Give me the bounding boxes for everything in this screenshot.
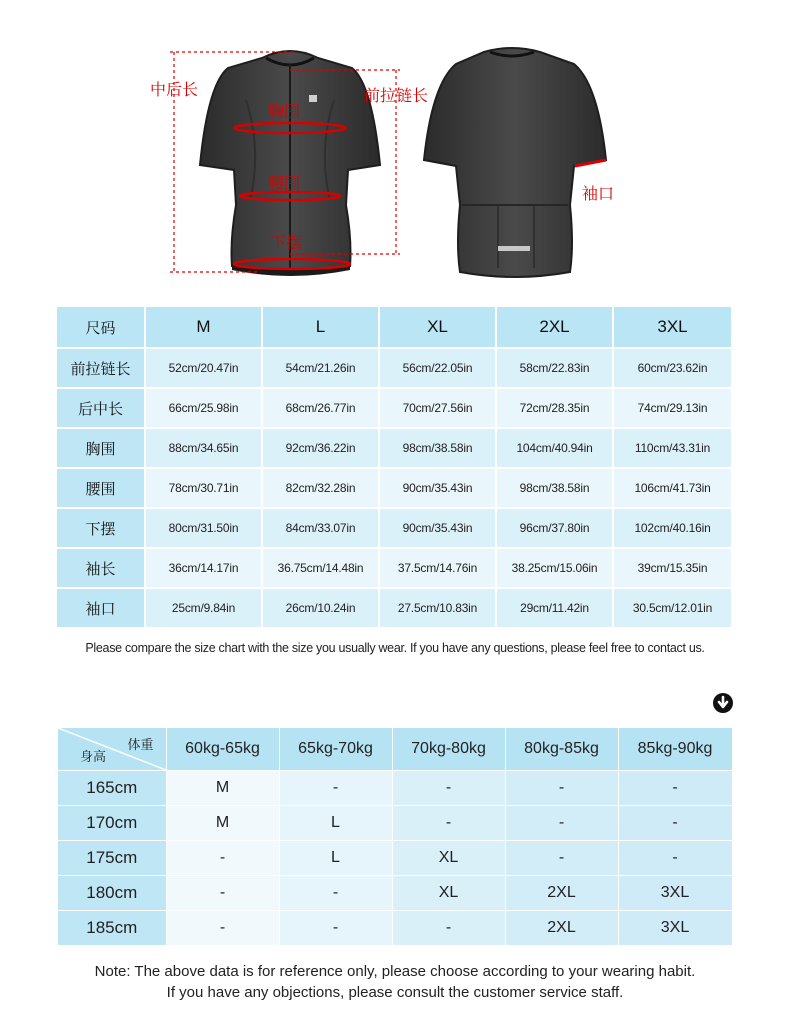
corner-weight-label: 体重 bbox=[127, 738, 154, 753]
table-cell: L bbox=[279, 805, 392, 840]
table-cell: 110cm/43.31in bbox=[613, 428, 732, 468]
jersey-illustration bbox=[0, 0, 790, 290]
size-header: 2XL bbox=[496, 307, 613, 348]
table-cell: 30.5cm/12.01in bbox=[613, 588, 732, 628]
row-label: 下摆 bbox=[57, 508, 145, 548]
arrow-down-circle-icon[interactable] bbox=[713, 693, 733, 713]
table-cell: 92cm/36.22in bbox=[262, 428, 379, 468]
disclaimer-note bbox=[0, 961, 790, 1003]
table-cell: 102cm/40.16in bbox=[613, 508, 732, 548]
table-cell: - bbox=[279, 910, 392, 945]
height-label: 180cm bbox=[58, 875, 166, 910]
disclaimer-line-2: If you have any objections, please consult the customer service staff. bbox=[166, 984, 624, 1001]
table-cell: 98cm/38.58in bbox=[379, 428, 496, 468]
table-cell: - bbox=[392, 805, 505, 840]
table-cell: 84cm/33.07in bbox=[262, 508, 379, 548]
table-cell: 36.75cm/14.48in bbox=[262, 548, 379, 588]
label-waist: 腰围 bbox=[268, 174, 301, 193]
table-cell: 37.5cm/14.76in bbox=[379, 548, 496, 588]
size-chart-corner: 尺码 bbox=[57, 307, 145, 348]
table-row bbox=[58, 840, 732, 875]
table-cell: 3XL bbox=[618, 910, 732, 945]
table-cell: 82cm/32.28in bbox=[262, 468, 379, 508]
table-cell: 90cm/35.43in bbox=[379, 508, 496, 548]
jersey-drawing bbox=[0, 0, 790, 290]
table-cell: 74cm/29.13in bbox=[613, 388, 732, 428]
table-cell: XL bbox=[392, 840, 505, 875]
table-cell: 58cm/22.83in bbox=[496, 348, 613, 388]
table-row bbox=[58, 805, 732, 840]
table-cell: 3XL bbox=[618, 875, 732, 910]
height-label: 165cm bbox=[58, 770, 166, 805]
table-cell: - bbox=[618, 770, 732, 805]
table-corner bbox=[58, 728, 166, 770]
table-cell: 90cm/35.43in bbox=[379, 468, 496, 508]
table-row bbox=[57, 428, 732, 468]
row-label: 袖长 bbox=[57, 548, 145, 588]
table-cell: 36cm/14.17in bbox=[145, 548, 262, 588]
table-row bbox=[57, 548, 732, 588]
label-hem: 下摆 bbox=[270, 233, 303, 252]
size-chart-table bbox=[57, 307, 733, 629]
weight-header: 70kg-80kg bbox=[392, 728, 505, 770]
height-label: 175cm bbox=[58, 840, 166, 875]
size-header: XL bbox=[379, 307, 496, 348]
table-cell: 80cm/31.50in bbox=[145, 508, 262, 548]
table-cell: - bbox=[166, 840, 279, 875]
table-cell: 88cm/34.65in bbox=[145, 428, 262, 468]
table-cell: - bbox=[505, 840, 618, 875]
table-cell: 78cm/30.71in bbox=[145, 468, 262, 508]
back-jersey bbox=[424, 48, 606, 277]
table-cell: 98cm/38.58in bbox=[496, 468, 613, 508]
table-cell: XL bbox=[392, 875, 505, 910]
size-chart-note: Please compare the size chart with the size you usually wear. If you have any questions, please feel free to contact us. bbox=[85, 641, 705, 655]
corner-height-label: 身高 bbox=[80, 749, 107, 765]
height-label: 185cm bbox=[58, 910, 166, 945]
table-cell: 27.5cm/10.83in bbox=[379, 588, 496, 628]
weight-header: 60kg-65kg bbox=[166, 728, 279, 770]
table-cell: - bbox=[166, 875, 279, 910]
table-cell: - bbox=[392, 910, 505, 945]
table-row bbox=[57, 508, 732, 548]
table-cell: - bbox=[392, 770, 505, 805]
table-cell: 2XL bbox=[505, 875, 618, 910]
table-row bbox=[58, 875, 732, 910]
label-center-back-length: 中后长 bbox=[150, 80, 199, 99]
row-label: 胸围 bbox=[57, 428, 145, 468]
height-label: 170cm bbox=[58, 805, 166, 840]
table-cell: 70cm/27.56in bbox=[379, 388, 496, 428]
table-cell: 106cm/41.73in bbox=[613, 468, 732, 508]
disclaimer-line-1: Note: The above data is for reference only, please choose according to your wearing habit. bbox=[94, 963, 696, 980]
table-cell: - bbox=[505, 805, 618, 840]
size-header: L bbox=[262, 307, 379, 348]
table-row bbox=[58, 770, 732, 805]
label-front-zipper-length: 前拉链长 bbox=[364, 86, 429, 105]
table-row bbox=[57, 468, 732, 508]
table-row bbox=[57, 388, 732, 428]
size-header: M bbox=[145, 307, 262, 348]
table-cell: 2XL bbox=[505, 910, 618, 945]
table-row bbox=[57, 348, 732, 388]
row-label: 袖口 bbox=[57, 588, 145, 628]
table-cell: - bbox=[166, 910, 279, 945]
table-cell: 26cm/10.24in bbox=[262, 588, 379, 628]
table-cell: - bbox=[279, 875, 392, 910]
table-cell: 68cm/26.77in bbox=[262, 388, 379, 428]
table-cell: - bbox=[618, 805, 732, 840]
table-cell: 38.25cm/15.06in bbox=[496, 548, 613, 588]
table-cell: 54cm/21.26in bbox=[262, 348, 379, 388]
table-cell: 52cm/20.47in bbox=[145, 348, 262, 388]
table-cell: - bbox=[279, 770, 392, 805]
table-cell: L bbox=[279, 840, 392, 875]
label-cuff: 袖口 bbox=[582, 184, 615, 203]
row-label: 后中长 bbox=[57, 388, 145, 428]
table-cell: 104cm/40.94in bbox=[496, 428, 613, 468]
table-row bbox=[58, 910, 732, 945]
weight-header: 85kg-90kg bbox=[618, 728, 732, 770]
weight-header: 65kg-70kg bbox=[279, 728, 392, 770]
table-row bbox=[57, 588, 732, 628]
table-cell: 66cm/25.98in bbox=[145, 388, 262, 428]
table-cell: 29cm/11.42in bbox=[496, 588, 613, 628]
table-cell: M bbox=[166, 770, 279, 805]
size-header: 3XL bbox=[613, 307, 732, 348]
table-cell: 60cm/23.62in bbox=[613, 348, 732, 388]
weight-header: 80kg-85kg bbox=[505, 728, 618, 770]
table-cell: - bbox=[505, 770, 618, 805]
height-weight-table bbox=[58, 728, 733, 946]
label-chest: 胸围 bbox=[268, 102, 301, 121]
table-cell: 96cm/37.80in bbox=[496, 508, 613, 548]
weight-header-row bbox=[58, 728, 732, 770]
size-chart-header-row bbox=[57, 307, 732, 348]
row-label: 前拉链长 bbox=[57, 348, 145, 388]
table-cell: - bbox=[618, 840, 732, 875]
table-cell: M bbox=[166, 805, 279, 840]
table-cell: 72cm/28.35in bbox=[496, 388, 613, 428]
row-label: 腰围 bbox=[57, 468, 145, 508]
table-cell: 39cm/15.35in bbox=[613, 548, 732, 588]
table-cell: 56cm/22.05in bbox=[379, 348, 496, 388]
table-cell: 25cm/9.84in bbox=[145, 588, 262, 628]
